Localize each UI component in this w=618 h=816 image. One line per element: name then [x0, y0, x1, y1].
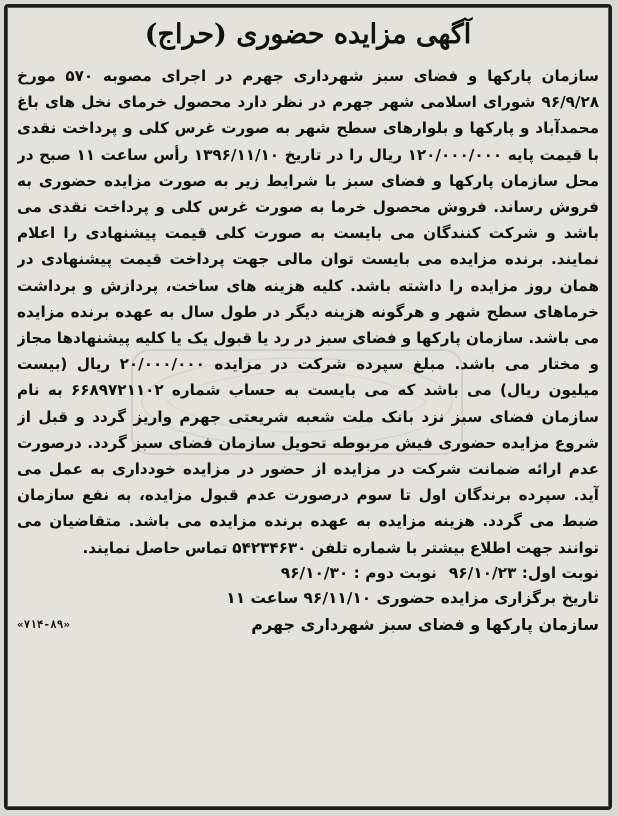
run-dates-row	[17, 561, 599, 586]
notice-body: سازمان پارکها و فضای سبز شهرداری جهرم در اجرای مصوبه ۵۷۰ مورخ ۹۶/۹/۲۸ شورای اسلامی شهر جهرم در نظر دارد محصول خرمای نخل های باغ محمدآباد و پارکها و بلوارهای سطح شهر به صورت غرس کلی و پرداخت نقدی با قیمت پایه ۱۲۰/۰۰۰/۰۰۰ ریال را در تاریخ ۱۳۹۶/۱۱/۱۰ رأس ساعت ۱۱ صبح در محل سازمان پارکها و فضای سبز با شرایط زیر به صورت مزایده حضوری به فروش رساند. فروش محصول خرما به صورت غرس کلی و پرداخت نقدی می باشد و شرکت کنندگان می بایست به صورت کلی قیمت پیشنهادی را اعلام نمایند. برنده مزایده می بایست توان مالی جهت پرداخت قیمت پیشنهادی در همان روز مزایده را داشته باشد. کلیه هزینه های ساخت، پردازش و برداشت خرماهای سطح شهر و هرگونه هزینه دیگر در طول سال به عهده برنده مزایده می باشد. سازمان پارکها و فضای سبز در رد یا قبول یک یا کلیه پیشنهادها مجاز و مختار می باشد. مبلغ سپرده شرکت در مزایده ۲۰/۰۰۰/۰۰۰ ریال (بیست میلیون ریال) می باشد که می بایست به حساب شماره ۶۶۸۹۷۲۱۱۰۲ به نام سازمان فضای سبز نزد بانک ملت شعبه شریعتی جهرم واریز گردد و قبل از شروع مزایده حضوری فیش مربوطه تحویل سازمان فضای سبز گردد. درصورت عدم ارائه ضمانت شرکت در مزایده از حضور در مزایده خودداری به عمل می آید. سپرده برندگان اول تا سوم درصورت عدم قبول مزایده، به نفع سازمان ضبط می گردد. هزینه مزایده به عهده برنده مزایده می باشد. متقاضیان می توانند جهت اطلاع بیشتر با شماره تلفن ۵۴۲۳۴۶۳۰ تماس حاصل نمایند.	[17, 67, 599, 557]
newspaper-clipping	[4, 4, 612, 810]
notice-code: «۷۱۴-۸۹»	[17, 617, 70, 631]
auction-date: تاریخ برگزاری مزایده حضوری ۹۶/۱۱/۱۰ ساعت ۱۱	[226, 588, 599, 607]
notice-footer	[17, 615, 599, 634]
issuer-signature: سازمان پارکها و فضای سبز شهرداری جهرم	[251, 614, 599, 634]
notice-content	[17, 15, 599, 799]
second-run-date: نوبت دوم : ۹۶/۱۰/۳۰	[280, 563, 437, 582]
notice-title: آگهی مزایده حضوری (حراج)	[144, 19, 472, 50]
first-run-date: نوبت اول: ۹۶/۱۰/۲۳	[448, 563, 599, 582]
